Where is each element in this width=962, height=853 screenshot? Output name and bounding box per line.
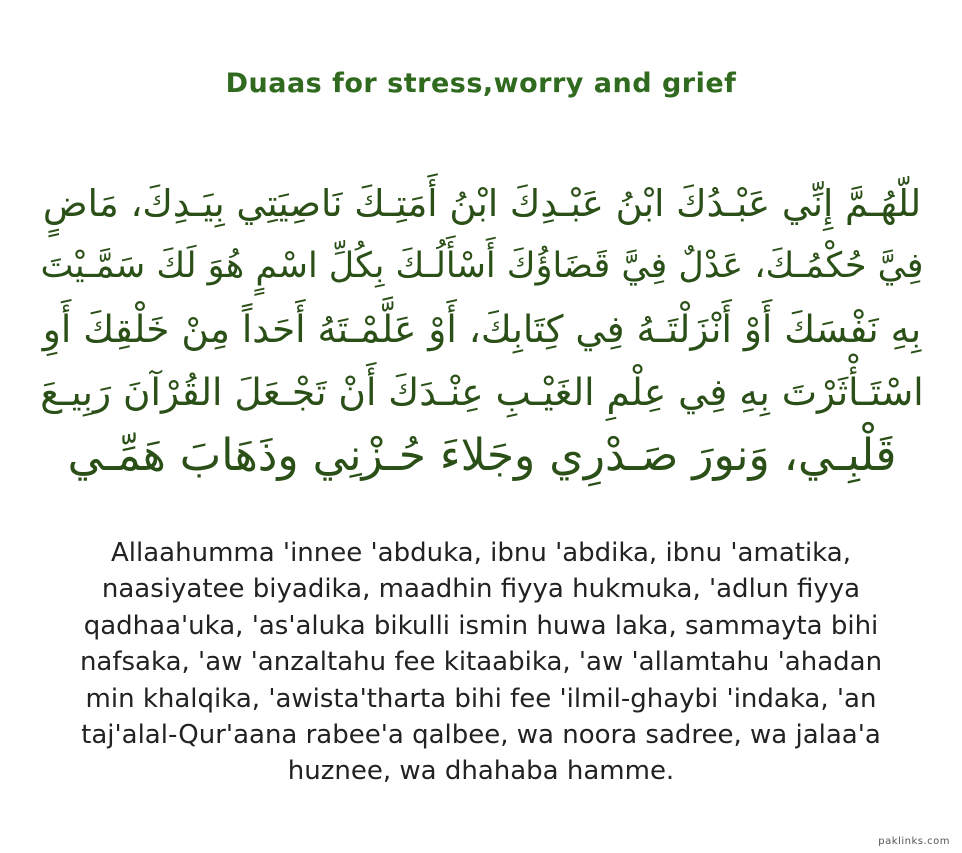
arabic-dua-text [40,172,924,487]
arabic-line: قَلْبِـي، وَنورَ صَـدْرِي وجَلاءَ حُـزْنِي وذَهَابَ هَمِّـي [67,430,897,481]
transliteration-line: huznee, wa dhahaba hamme. [287,756,675,787]
transliteration-line: nafsaka, 'aw 'anzaltahu fee kitaabika, 'aw 'allamtahu 'ahadan [79,647,883,678]
transliteration-text [20,535,942,790]
page-title: Duaas for stress,worry and grief [225,68,737,99]
arabic-line: اسْتَـأْثَرْتَ بِهِ فِي عِلْمِ الغَيْـبِ عِنْـدَكَ أَنْ تَجْـعَلَ القُرْآنَ رَبِيـعَ [40,370,924,414]
transliteration-line: taj'alal-Qur'aana rabee'a qalbee, wa noora sadree, wa jalaa'a [81,720,881,751]
transliteration-line: qadhaa'uka, 'as'aluka bikulli ismin huwa laka, sammayta bihi [83,610,879,641]
arabic-line: للّهُـمَّ إِنِّي عَبْـدُكَ ابْنُ عَبْـدِكَ ابْنُ أَمَتِـكَ نَاصِيَتِي بِيَـدِكَ، مَاضٍ [42,182,922,225]
transliteration-line: min khalqika, 'awista'tharta bihi fee 'ilmil-ghaybi 'indaka, 'an [85,683,877,714]
transliteration-line: naasiyatee biyadika, maadhin fiyya hukmuka, 'adlun fiyya [101,574,861,605]
arabic-line: فِيَّ حُكْمُـكَ، عَدْلٌ فِيَّ قَضَاؤُكَ أَسْأَلُـكَ بِكُلِّ اسْمٍ هُوَ لَكَ سَمَّـيْتَ [40,246,924,286]
watermark: paklinks.com [878,836,950,847]
arabic-line: بِهِ نَفْسَكَ أَوْ أَنْزَلْتَـهُ فِي كِتَابِكَ، أَوْ عَلَّمْـتَهُ أَحَداً مِنْ خَلْقِكَ أَوِ [42,307,922,351]
transliteration-line: Allaahumma 'innee 'abduka, ibnu 'abdika, ibnu 'amatika, [111,538,851,568]
